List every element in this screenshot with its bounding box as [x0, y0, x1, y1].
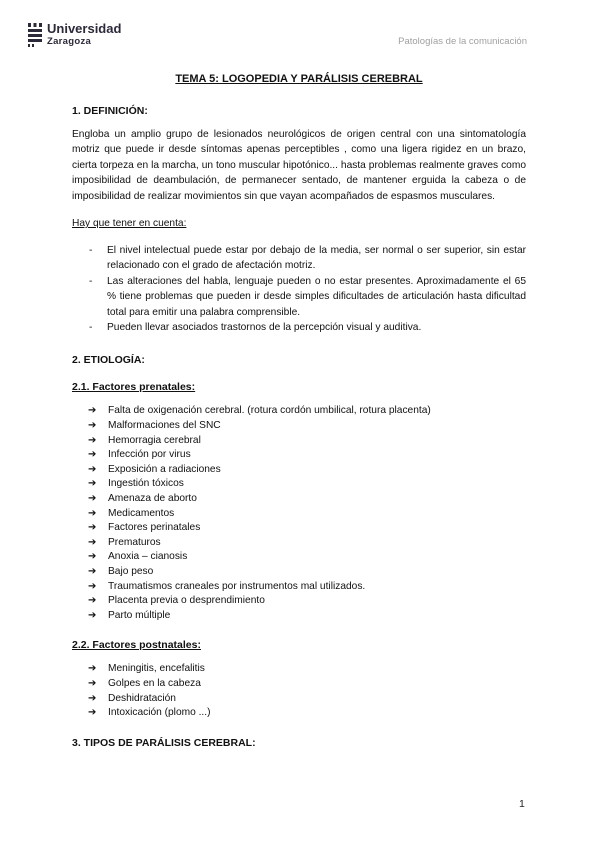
- postnatal-factor-item: [72, 662, 526, 677]
- list-item-text: Anoxia – cianosis: [108, 551, 188, 563]
- prenatal-factor-item: [72, 594, 526, 609]
- prenatal-factor-item: [72, 419, 526, 434]
- arrow-bullet-icon: ➔: [88, 595, 97, 607]
- list-item-text: Infección por virus: [108, 449, 191, 461]
- list-item-text: Placenta previa o desprendimiento: [108, 595, 265, 607]
- list-item-text: Ingestión tóxicos: [108, 478, 184, 490]
- list-item-text: Amenaza de aborto: [108, 493, 197, 505]
- prenatal-factor-item: [72, 536, 526, 551]
- list-item-text: Las alteraciones del habla, lenguaje pueden o no estar presentes. Aproximadamente el 65 % tiene problemas que pueden ir desde simples dificultades de articulación hasta dificultad total para emitir una palabra comprensible.: [107, 275, 526, 318]
- section-heading-definicion: 1. DEFINICIÓN:: [72, 105, 148, 117]
- list-item-text: Intoxicación (plomo ...): [108, 707, 211, 719]
- page-header: [0, 0, 600, 60]
- postnatal-factor-item: [72, 692, 526, 707]
- arrow-bullet-icon: ➔: [88, 463, 97, 475]
- list-item-text: Exposición a radiaciones: [108, 463, 221, 475]
- list-item-text: Malformaciones del SNC: [108, 420, 221, 432]
- logo-line-universidad: Universidad: [47, 21, 122, 36]
- definition-paragraph: Engloba un amplio grupo de lesionados neurológicos de origen central con una sintomatología motriz que puede ir desde síntomas apenas perceptibles , como una ligera rigidez en un brazo, cierta torpeza en la marcha, un tono muscular hipotónico... hasta problemas realmente graves como imposibilidad de deambulación, de permanecer sentado, de mantener erguida la cabeza o de imposibilidad de realizar movimientos sin que vayan acompañados de espasmos musculares.: [72, 129, 526, 202]
- dash-bullet: -: [89, 322, 93, 334]
- prenatal-factor-item: [72, 463, 526, 478]
- arrow-bullet-icon: ➔: [88, 677, 97, 689]
- arrow-bullet-icon: ➔: [88, 405, 97, 417]
- arrow-bullet-icon: ➔: [88, 434, 97, 446]
- prenatal-factor-item: [72, 521, 526, 536]
- note-label: Hay que tener en cuenta:: [72, 218, 187, 230]
- prenatal-factor-item: [72, 565, 526, 580]
- arrow-bullet-icon: ➔: [88, 478, 97, 490]
- list-item-text: Hemorragia cerebral: [108, 434, 201, 446]
- consideration-item: [72, 320, 526, 335]
- list-item-text: Factores perinatales: [108, 522, 201, 534]
- list-item-text: Prematuros: [108, 536, 161, 548]
- subsection-heading-prenatales: 2.1. Factores prenatales:: [72, 381, 196, 394]
- list-item-text: Falta de oxigenación cerebral. (rotura cordón umbilical, rotura placenta): [108, 405, 431, 417]
- arrow-bullet-icon: ➔: [88, 609, 97, 621]
- section-heading-etiologia: 2. ETIOLOGÍA:: [72, 354, 145, 367]
- page-number: 1: [519, 798, 525, 810]
- postnatal-factors-list: [72, 662, 526, 720]
- arrow-bullet-icon: ➔: [88, 507, 97, 519]
- prenatal-factors-list: [72, 404, 526, 623]
- prenatal-factor-item: [72, 507, 526, 522]
- prenatal-factor-item: [72, 404, 526, 419]
- postnatal-factor-item: [72, 706, 526, 721]
- list-item-text: Bajo peso: [108, 566, 154, 577]
- arrow-bullet-icon: ➔: [88, 522, 97, 534]
- consideration-item: [72, 243, 526, 274]
- list-item-text: Golpes en la cabeza: [108, 677, 201, 689]
- prenatal-factor-item: [72, 434, 526, 449]
- list-item-text: Pueden llevar asociados trastornos de la percepción visual y auditiva.: [107, 322, 422, 334]
- subsection-heading-postnatales: 2.2. Factores postnatales:: [72, 639, 201, 652]
- university-logo: [28, 22, 128, 52]
- postnatal-factor-item: [72, 677, 526, 692]
- prenatal-factor-item: [72, 477, 526, 492]
- prenatal-factor-item: [72, 609, 526, 624]
- list-item-text: Parto múltiple: [108, 609, 171, 621]
- dash-bullet: -: [89, 245, 93, 257]
- arrow-bullet-icon: ➔: [88, 551, 97, 563]
- logo-line-zaragoza: Zaragoza: [47, 36, 92, 47]
- arrow-bullet-icon: ➔: [88, 692, 97, 704]
- consideration-item: [72, 274, 526, 320]
- running-title: Patologías de la comunicación: [398, 36, 527, 47]
- document-title: TEMA 5: LOGOPEDIA Y PARÁLISIS CEREBRAL: [175, 73, 423, 85]
- arrow-bullet-icon: ➔: [88, 493, 97, 505]
- arrow-bullet-icon: ➔: [88, 663, 97, 675]
- list-item-text: Meningitis, encefalitis: [108, 663, 205, 675]
- list-item-text: Deshidratación: [108, 692, 176, 704]
- arrow-bullet-icon: ➔: [88, 707, 97, 719]
- list-item-text: Medicamentos: [108, 507, 175, 519]
- section-heading-tipos: 3. TIPOS DE PARÁLISIS CEREBRAL:: [72, 736, 256, 749]
- prenatal-factor-item: [72, 448, 526, 463]
- dash-bullet: -: [89, 275, 93, 287]
- list-item-text: Traumatismos craneales por instrumentos mal utilizados.: [108, 580, 366, 592]
- university-crest-icon: [28, 22, 42, 48]
- arrow-bullet-icon: ➔: [88, 449, 97, 461]
- arrow-bullet-icon: ➔: [88, 566, 97, 577]
- prenatal-factor-item: [72, 492, 526, 507]
- arrow-bullet-icon: ➔: [88, 420, 97, 432]
- arrow-bullet-icon: ➔: [88, 580, 97, 592]
- document-body: [72, 70, 526, 759]
- prenatal-factor-item: [72, 580, 526, 595]
- arrow-bullet-icon: ➔: [88, 536, 97, 548]
- list-item-text: El nivel intelectual puede estar por debajo de la media, ser normal o ser superior, sin estar relacionado con el grado de afectación motriz.: [107, 245, 526, 272]
- considerations-list: [72, 243, 526, 335]
- prenatal-factor-item: [72, 550, 526, 565]
